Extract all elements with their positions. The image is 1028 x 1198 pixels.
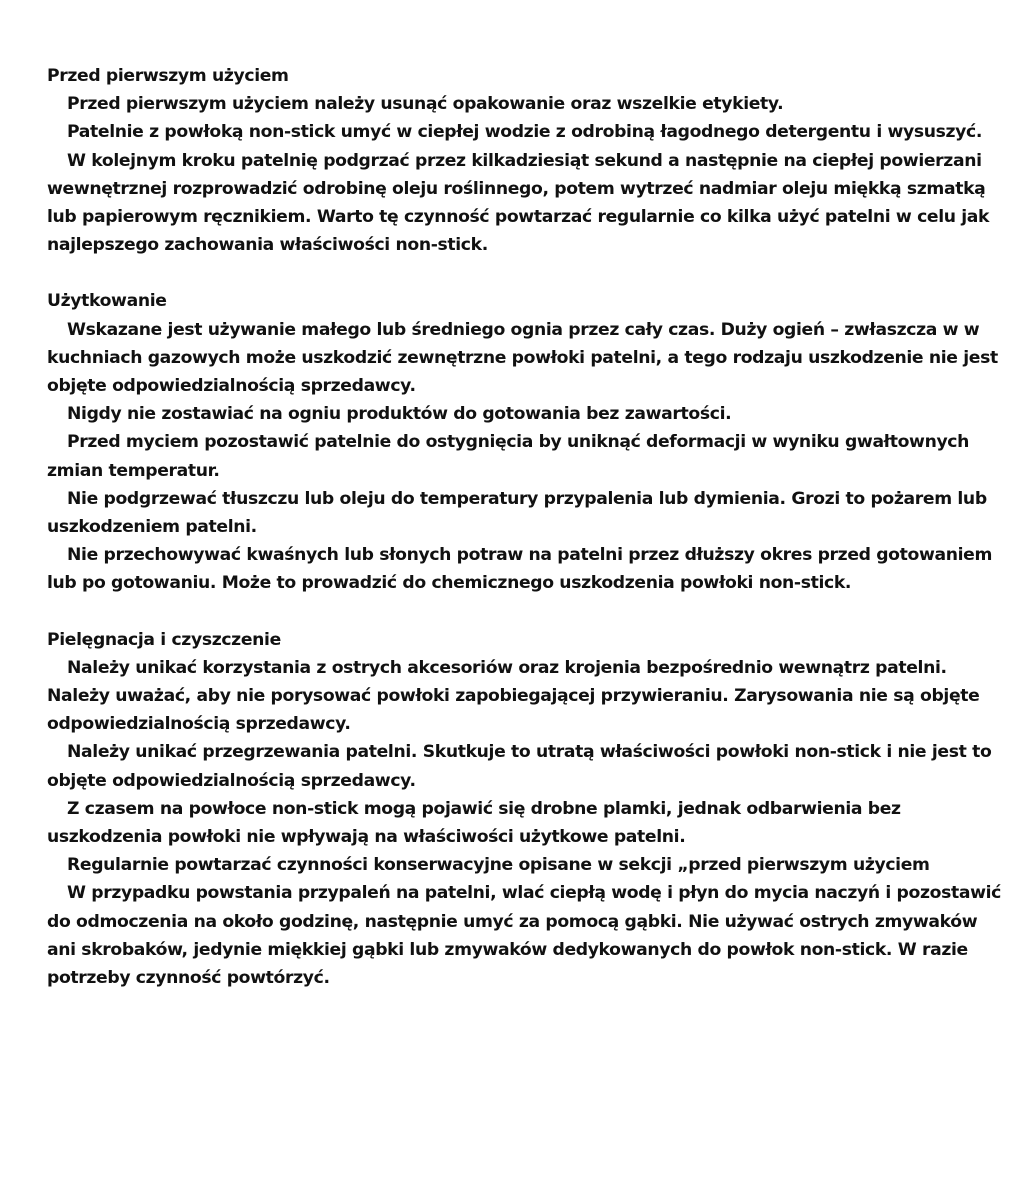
paragraph: Wskazane jest używanie małego lub średniego ognia przez cały czas. Duży ogień – zwłaszcza w w kuchniach gazowych może uszkodzić zewnętrzne powłoki patelni, a tego rodzaju uszkodzenie nie jest objęte odpowiedzialnością sprzedawcy.	[47, 319, 998, 397]
paragraph: Przed myciem pozostawić patelnie do ostygnięcia by uniknąć deformacji w wyniku gwałtownych zmian temperatur.	[47, 432, 970, 481]
paragraph: Z czasem na powłoce non-stick mogą pojawić się drobne plamki, jednak odbarwienia bez uszkodzenia powłoki nie wpływają na właściwości użytkowe patelni.	[47, 798, 901, 848]
paragraph: Należy unikać korzystania z ostrych akcesoriów oraz krojenia bezpośrednio wewnątrz patelni. Należy uważać, aby nie porysować powłoki zapobiegającej przywieraniu. Zarysowania nie są objęte odpowiedzialnością sprzedawcy.	[47, 657, 980, 735]
section-before-first-use	[47, 62, 1009, 259]
paragraph: Regularnie powtarzać czynności konserwacyjne opisane w sekcji „przed pierwszym użyciem	[67, 855, 930, 876]
paragraph: Nie podgrzewać tłuszczu lub oleju do temperatury przypalenia lub dymienia. Grozi to pożarem lub uszkodzeniem patelni.	[47, 488, 987, 538]
section-heading: Pielęgnacja i czyszczenie	[47, 629, 281, 650]
paragraph: Należy unikać przegrzewania patelni. Skutkuje to utratą właściwości powłoki non-stick i nie jest to objęte odpowiedzialnością sprzedawcy.	[47, 742, 992, 791]
section-heading: Przed pierwszym użyciem	[47, 66, 289, 86]
paragraph: Patelnie z powłoką non-stick umyć w ciepłej wodzie z odrobiną łagodnego detergentu i wysuszyć.	[67, 122, 983, 143]
paragraph: Przed pierwszym użyciem należy usunąć opakowanie oraz wszelkie etykiety.	[67, 94, 784, 115]
paragraph: W przypadku powstania przypaleń na patelni, wlać ciepłą wodę i płyn do mycia naczyń i pozostawić do odmoczenia na około godzinę, następnie umyć za pomocą gąbki. Nie używać ostrych zmywaków ani skrobaków, jedynie miękkiej gąbki lub zmywaków dedykowanych do powłok non-stick. W razie potrzeby czynność powtórzyć.	[47, 883, 1001, 989]
section-heading: Użytkowanie	[47, 291, 167, 312]
section-care-cleaning	[47, 626, 1009, 993]
section-usage	[47, 287, 1009, 597]
paragraph: Nie przechowywać kwaśnych lub słonych potraw na patelni przez dłuższy okres przed gotowaniem lub po gotowaniu. Może to prowadzić do chemicznego uszkodzenia powłoki non-stick.	[47, 545, 993, 594]
document-body	[47, 62, 1009, 992]
paragraph: Nigdy nie zostawiać na ogniu produktów do gotowania bez zawartości.	[67, 404, 732, 425]
paragraph: W kolejnym kroku patelnię podgrzać przez kilkadziesiąt sekund a następnie na ciepłej powierzani wewnętrznej rozprowadzić odrobinę oleju roślinnego, potem wytrzeć nadmiar oleju miękką szmatką lub papierowym ręcznikiem. Warto tę czynność powtarzać regularnie co kilka użyć patelni w celu jak najlepszego zachowania właściwości non-stick.	[47, 150, 990, 256]
